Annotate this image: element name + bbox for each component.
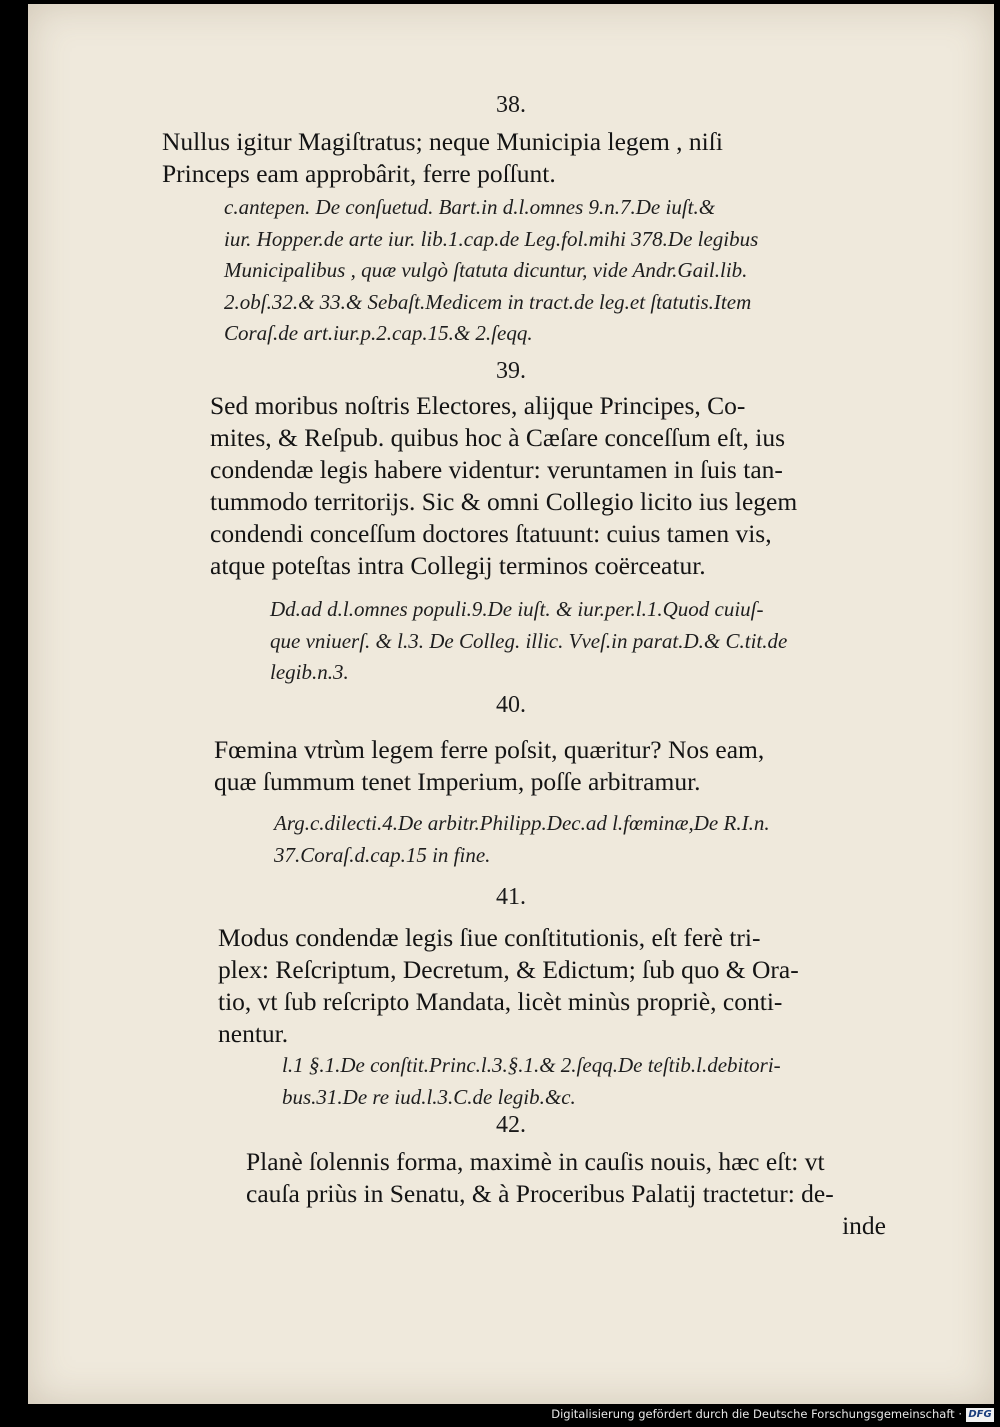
section-number-40: 40. [496, 692, 526, 718]
section-number-39: 39. [496, 358, 526, 384]
text-line: tio, vt ſub reſcripto Mandata, licèt minùs propriè, conti- [218, 987, 783, 1016]
citation-line: iur. Hopper.de arte iur. lib.1.cap.de Leg.fol.mihi 378.De legibus [224, 226, 759, 251]
citation-38 [224, 192, 874, 350]
section-number-42: 42. [496, 1112, 526, 1138]
text-line: quæ ſummum tenet Imperium, poſſe arbitramur. [214, 767, 701, 796]
text-line: mites, & Reſpub. quibus hoc à Cæſare conceſſum eſt, ius [210, 423, 786, 452]
text-line: condendæ legis habere videntur: veruntamen in ſuis tan- [210, 455, 783, 484]
book-page [28, 4, 994, 1404]
section-number-41: 41. [496, 884, 526, 910]
citation-line: 2.obſ.32.& 33.& Sebaſt.Medicem in tract.de leg.et ſtatutis.Item [224, 289, 752, 314]
footer-bar [0, 1404, 1000, 1427]
citation-line: 37.Coraſ.d.cap.15 in fine. [274, 842, 491, 867]
citation-line: bus.31.De re iud.l.3.C.de legib.&c. [282, 1084, 576, 1109]
text-line: Planè ſolennis forma, maximè in cauſis nouis, hæc eſt: vt [246, 1147, 825, 1176]
citation-line: legib.n.3. [270, 660, 349, 684]
text-line: condendi conceſſum doctores ſtatuunt: cuius tamen vis, [210, 519, 772, 548]
dfg-logo: DFG [966, 1408, 994, 1422]
citation-line: l.1 §.1.De conſtit.Princ.l.3.§.1.& 2.ſeqq.De teſtib.l.debitori- [282, 1053, 781, 1077]
text-line: Sed moribus noſtris Electores, aliјque Principes, Co- [210, 391, 746, 420]
text-line: Princeps eam approbârit, ferre poſſunt. [162, 159, 556, 188]
citation-line: c.antepen. De conſuetud. Bart.in d.l.omnes 9.n.7.De iuſt.& [224, 195, 716, 219]
text-line: tummodo territorijs. Sic & omni Collegio licito ius legem [210, 487, 798, 516]
paragraph-40 [214, 734, 880, 798]
citation-41 [282, 1050, 882, 1113]
text-line: Nullus igitur Magiſtratus; neque Municipia legem , niſi [162, 127, 723, 156]
page-number: 38. [496, 92, 526, 118]
citation-line: Arg.c.dilecti.4.De arbitr.Philipp.Dec.ad l.fœminæ,De R.I.n. [274, 811, 770, 835]
citation-line: Municipalibus , quæ vulgò ſtatuta dicuntur, vide Andr.Gail.lib. [224, 258, 748, 282]
text-line: plex: Reſcriptum, Decretum, & Edictum; ſub quo & Ora- [218, 955, 799, 984]
citation-39 [270, 594, 870, 689]
text-line: Modus condendæ legis ſiue conſtitutionis, eſt ferè tri- [218, 923, 761, 952]
paragraph-39 [210, 390, 876, 582]
citation-line: que vniuerſ. & l.3. De Colleg. illic. Vveſ.in parat.D.& C.tit.de [270, 628, 788, 653]
paragraph-38 [162, 126, 872, 190]
citation-line: Dd.ad d.l.omnes populi.9.De iuſt. & iur.per.l.1.Quod cuiuſ- [270, 597, 764, 621]
text-line: atque poteſtas intra Collegij terminos coërceatur. [210, 551, 706, 580]
text-line: cauſa priùs in Senatu, & à Proceribus Palatij tractetur: de- [246, 1179, 834, 1208]
text-line: inde [842, 1211, 886, 1240]
text-line: nentur. [218, 1019, 289, 1048]
paragraph-41 [218, 922, 884, 1050]
funding-notice: Digitalisierung gefördert durch die Deutsche Forschungsgemeinschaft · [551, 1407, 962, 1421]
paragraph-42 [246, 1146, 886, 1242]
text-line: Fœmina vtrùm legem ferre poſsit, quæritur? Nos eam, [214, 735, 765, 764]
citation-line: Coraſ.de art.iur.p.2.cap.15.& 2.ſeqq. [224, 321, 533, 345]
citation-40 [274, 808, 874, 871]
